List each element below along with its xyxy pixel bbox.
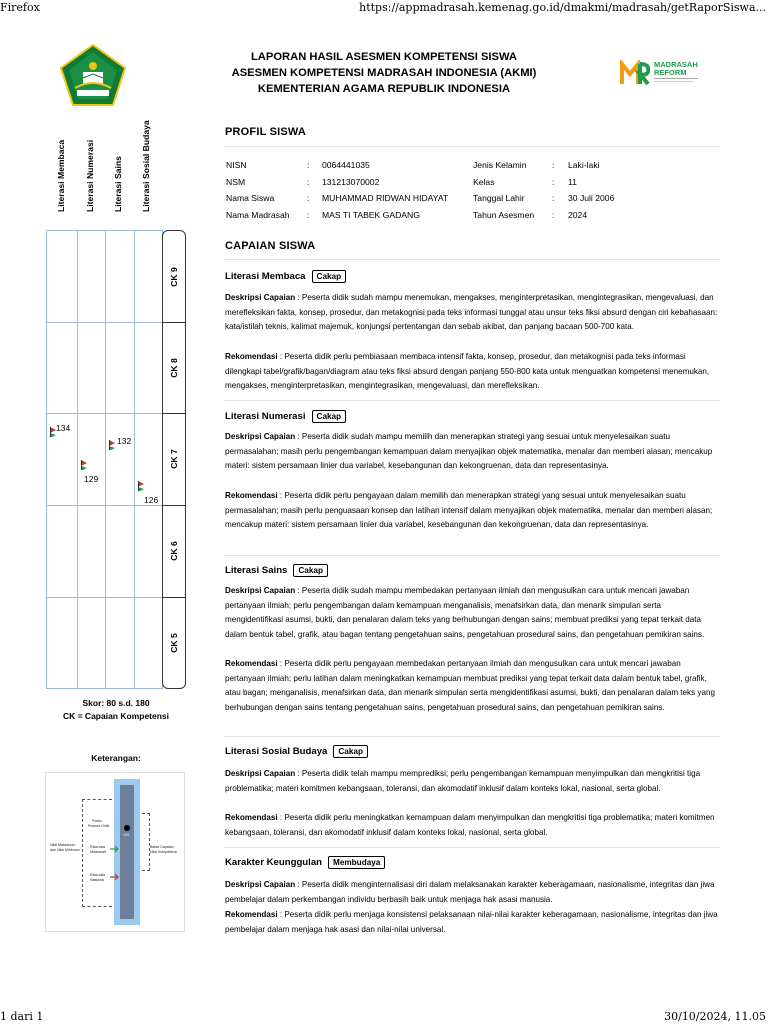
level-badge: Cakap	[293, 564, 328, 577]
item-name: Literasi Membaca	[225, 271, 306, 282]
item-sosbud-title	[225, 745, 368, 758]
arrow-nasional-icon	[110, 873, 120, 881]
score-value: 126	[144, 495, 159, 506]
profil-title: PROFIL SISWA	[225, 126, 307, 138]
profil-label: Nama Madrasah	[226, 210, 290, 220]
profil-colon: :	[307, 193, 310, 203]
score-value: 129	[84, 473, 99, 484]
rek-text: : Peserta didik perlu meningkatkan kemampuan dalam menyimpulkan dan mengkritisi tiga problematika; materi komitmen kebangsaan, toleransi, dan akomodatif inklusif dalam konteks lokal, nasional, serta global.	[225, 813, 715, 837]
ck-level: CK 8	[169, 357, 179, 378]
profil-colon: :	[552, 160, 555, 170]
desk-text: : Peserta didik sudah mampu memilih dan menerapkan strategi yang sesuai untuk menyelesaikan suatu permasalahan; masih perlu pengembangan kemampuan dalam menyajikan objek matematika, menalar dan memberi alasan; mencakup materi: sistem persamaan linier dua variabel, kesebangunan dan kekongruenan, data dan representasinya.	[225, 432, 713, 471]
profil-colon: :	[307, 160, 310, 170]
profil-colon: :	[552, 177, 555, 187]
score-value: 132	[117, 435, 132, 446]
profil-label: Tanggal Lahir	[473, 193, 525, 203]
desk-text: : Peserta didik menginternalisasi diri dalam melaksanakan karakter keberagamaan, nasionalisme, integritas dan jiwa pembelajar dalam perkembangan individu berbasih baik untuk menjaga hak asasi manusia.	[225, 880, 715, 904]
mr-logo-text2: REFORM	[654, 68, 687, 77]
level-badge: Cakap	[333, 745, 368, 758]
score-marker-icon	[109, 440, 115, 450]
mr-logo-icon	[620, 60, 650, 86]
item-sosbud-rekomendasi	[225, 811, 721, 840]
desk-text: : Peserta didik telah mampu memprediksi; perlu pengembangan kemampuan menyimpulkan dan mengkritisi tiga problematika; materi komitmen kebangsaan, toleransi, dan akomodatif inklusif dalam konteks lokal, nasional, serta global.	[225, 769, 701, 793]
browser-app-name: Firefox	[0, 1, 40, 14]
ck-level: CK 7	[169, 449, 179, 469]
legend-rr-madrasah2: Madrasah	[90, 850, 106, 854]
profil-value-nsm: 131213070002	[322, 177, 380, 187]
desk-label: Deskripsi Capaian	[225, 432, 296, 441]
level-badge: Membudaya	[328, 856, 385, 869]
item-karakter-title	[225, 856, 385, 869]
legend-rr-nasional2: Nasional	[90, 878, 104, 882]
browser-url: https://appmadrasah.kemenag.go.id/dmakmi/madrasah/getRaporSiswa...	[359, 1, 766, 14]
profil-value-nama: MUHAMMAD RIDWAN HIDAYAT	[322, 193, 449, 203]
score-marker-icon	[81, 460, 87, 470]
score-marker-icon	[138, 481, 144, 491]
desk-text: : Peserta didik sudah mampu menemukan, mengakses, menginterpretasikan, mengintegrasikan, mengevaluasi, dan merefleksikan fakta, konsep, prosedur, dan metakognisi pada teks informasi tunggal atau unsur teks fiksi absurd dengan ciri kebahasaan: kata/istilah teknis, kalimat majemuk, konjungsi pertentangan dan sebab akibat, dan panjang bacaan 500-700 kata.	[225, 293, 718, 332]
profil-value-ttl: 30 Juli 2006	[568, 193, 615, 203]
category-label: Literasi Numerasi	[85, 139, 95, 212]
keterangan-title: Keterangan:	[91, 753, 141, 763]
legend-box	[45, 772, 185, 932]
item-name: Literasi Numerasi	[225, 411, 306, 422]
rek-label: Rekomendasi	[225, 910, 278, 919]
ck-bracket	[142, 813, 150, 871]
item-name: Literasi Sosial Budaya	[225, 746, 328, 757]
category-label: Literasi Sosial Budaya	[141, 120, 151, 212]
report-title-line3: KEMENTERIAN AGAMA REPUBLIK INDONESIA	[257, 83, 511, 95]
item-sains-deskripsi	[225, 584, 721, 643]
madrasah-reform-logo	[620, 58, 720, 88]
ck-level: CK 6	[169, 541, 179, 561]
mr-logo-text1: MADRASAH	[654, 60, 698, 69]
level-badge: Cakap	[312, 410, 347, 423]
profil-colon: :	[552, 193, 555, 203]
item-sosbud-deskripsi	[225, 767, 721, 796]
position-marker-icon	[124, 825, 130, 831]
profil-label: Nama Siswa	[226, 193, 275, 203]
desk-label: Deskripsi Capaian	[225, 586, 296, 595]
arrow-madrasah-icon	[110, 845, 120, 853]
legend-rr-madrasah1: Rata-rata	[90, 845, 105, 849]
legend-batas1: Batas Capaian	[150, 845, 174, 849]
profil-value-nisn: 0064441035	[322, 160, 370, 170]
profil-label: NISN	[226, 160, 247, 170]
legend-rr-nasional1: Rata-rata	[90, 873, 105, 877]
item-membaca-deskripsi	[225, 291, 721, 335]
desk-label: Deskripsi Capaian	[225, 880, 296, 889]
rek-label: Rekomendasi	[225, 491, 278, 500]
desk-label: Deskripsi Capaian	[225, 293, 296, 302]
item-sains-rekomendasi	[225, 657, 721, 716]
rek-text: : Peserta didik perlu pengayaan dalam memilih dan menerapkan strategi yang sesuai untuk menyelesaikan suatu permasalahan; masih perlu penguasaan konsep dan latihan intensif dalam menyajikan objek matematika, menalar dan memberi alasan; mencakup materi: sistem persamaan linier dua variabel, kesebangunan dan kekongruenan, data dan representasinya.	[225, 491, 713, 530]
item-name: Karakter Keunggulan	[225, 857, 323, 868]
profil-value-tahun: 2024	[568, 210, 588, 220]
profil-colon: :	[307, 177, 310, 187]
rek-label: Rekomendasi	[225, 352, 278, 361]
item-name: Literasi Sains	[225, 565, 288, 576]
profil-label: Jenis Kelamin	[473, 160, 527, 170]
ck-level: CK 9	[169, 266, 179, 287]
rek-label: Rekomendasi	[225, 659, 278, 668]
legend-minmax1: Nilai Maksimum	[50, 843, 76, 847]
profil-colon: :	[552, 210, 555, 220]
category-label: Literasi Membaca	[56, 139, 66, 212]
desk-text: : Peserta didik sudah mampu membedakan pertanyaan ilmiah dan mengusulkan cara untuk mencari jawaban pertanyaan ilmiah; perlu pengembangan dalam kemampuan menganalisis, menafsirkan data, dan menarik simpulan serta mengidentifikasi asumsi, bukti, dan penalaran dalam teks yang berhubungan dengan sains; membuat prediksi yang tepat terkait data dalam bentuk tabel, grafik, atau bagan tentang pengetahuan sains, pengetahuan prosedural sains, dan pengetahuan pemikiran sains.	[225, 586, 705, 640]
item-membaca-rekomendasi	[225, 350, 721, 394]
rek-text: : Peserta didik perlu menjaga konsistensi pelaksanaan nilai-nilai karakter keberagamaan, nasionalisme, integritas dan jiwa pembelajar dalam menjaga hak asasi dan nilai-nilai universal.	[225, 910, 718, 934]
capaian-title: CAPAIAN SISWA	[225, 240, 316, 252]
rek-text: : Peserta didik perlu pengayaan membedakan pertanyaan ilmiah dan mengusulkan cara untuk mencari jawaban pertanyaan ilmiah; perlu latihan dalam meningkatkan kemampuan membuat prediksi yang tepat terkait data dalam bentuk tabel, grafik, atau bagan; menganalisis, menafsirkan data, dan menarik simpulan serta mengidentifikasi asumsi, bukti, dan penalaran dalam teks yang berhubungan dengan sains tentang pengetahuan sains, pengetahuan prosedural sains, dan pengetahuan pemikiran sains.	[225, 659, 715, 713]
item-numerasi-rekomendasi	[225, 489, 721, 533]
score-value: 134	[56, 422, 71, 433]
item-karakter-rekomendasi	[225, 908, 721, 937]
skor-range: Skor: 80 s.d. 180	[82, 698, 150, 708]
legend-batas2: Nilai Kompetensi	[150, 850, 177, 854]
report-title-line2: ASESMEN KOMPETENSI MADRASAH INDONESIA (AKMI)	[231, 67, 537, 79]
item-membaca-title	[225, 270, 346, 283]
legend-pos1: Posisi	[92, 819, 102, 823]
legend-pos2: Peserta Didik	[88, 824, 110, 828]
ck-legend: CK = Capaian Kompetensi	[62, 711, 170, 721]
item-sains-title	[225, 564, 328, 577]
desk-label: Deskripsi Capaian	[225, 769, 296, 778]
level-badge: Cakap	[312, 270, 347, 283]
category-label: Literasi Sains	[113, 156, 123, 212]
print-datetime: 30/10/2024, 11.05	[664, 1010, 766, 1023]
legend-minmax2: dan Nilai Minimum	[50, 848, 80, 852]
marker-value: 100	[123, 833, 129, 837]
profil-value-madrasah: MAS TI TABEK GADANG	[322, 210, 420, 220]
profil-value-kelas: 11	[568, 177, 577, 187]
page-counter: 1 dari 1	[0, 1010, 44, 1023]
report-title-line1: LAPORAN HASIL ASESMEN KOMPETENSI SISWA	[250, 51, 518, 63]
legend-bar	[120, 785, 134, 919]
item-numerasi-title	[225, 410, 346, 423]
item-numerasi-deskripsi	[225, 430, 721, 474]
ck-level: CK 5	[169, 632, 179, 653]
profil-label: Kelas	[473, 177, 495, 187]
profil-label: Tahun Asesmen	[473, 210, 535, 220]
profil-colon: :	[307, 210, 310, 220]
profil-value-jk: Laki-laki	[568, 160, 600, 170]
item-karakter-deskripsi	[225, 878, 721, 907]
profil-label: NSM	[226, 177, 246, 187]
rek-text: : Peserta didik perlu pembiasaan membaca intensif fakta, konsep, prosedur, dan metakognisi pada teks informasi dilengkapi tabel/grafik/bagan/diagram atau teks fiksi absurd dengan panjang 550-800 kata untuk menguatkan kompetensi menemukan, mengakses, menginterpretasikan, mengintegrasikan, mengevaluasi, dan merefleksikan.	[225, 352, 710, 391]
rek-label: Rekomendasi	[225, 813, 278, 822]
